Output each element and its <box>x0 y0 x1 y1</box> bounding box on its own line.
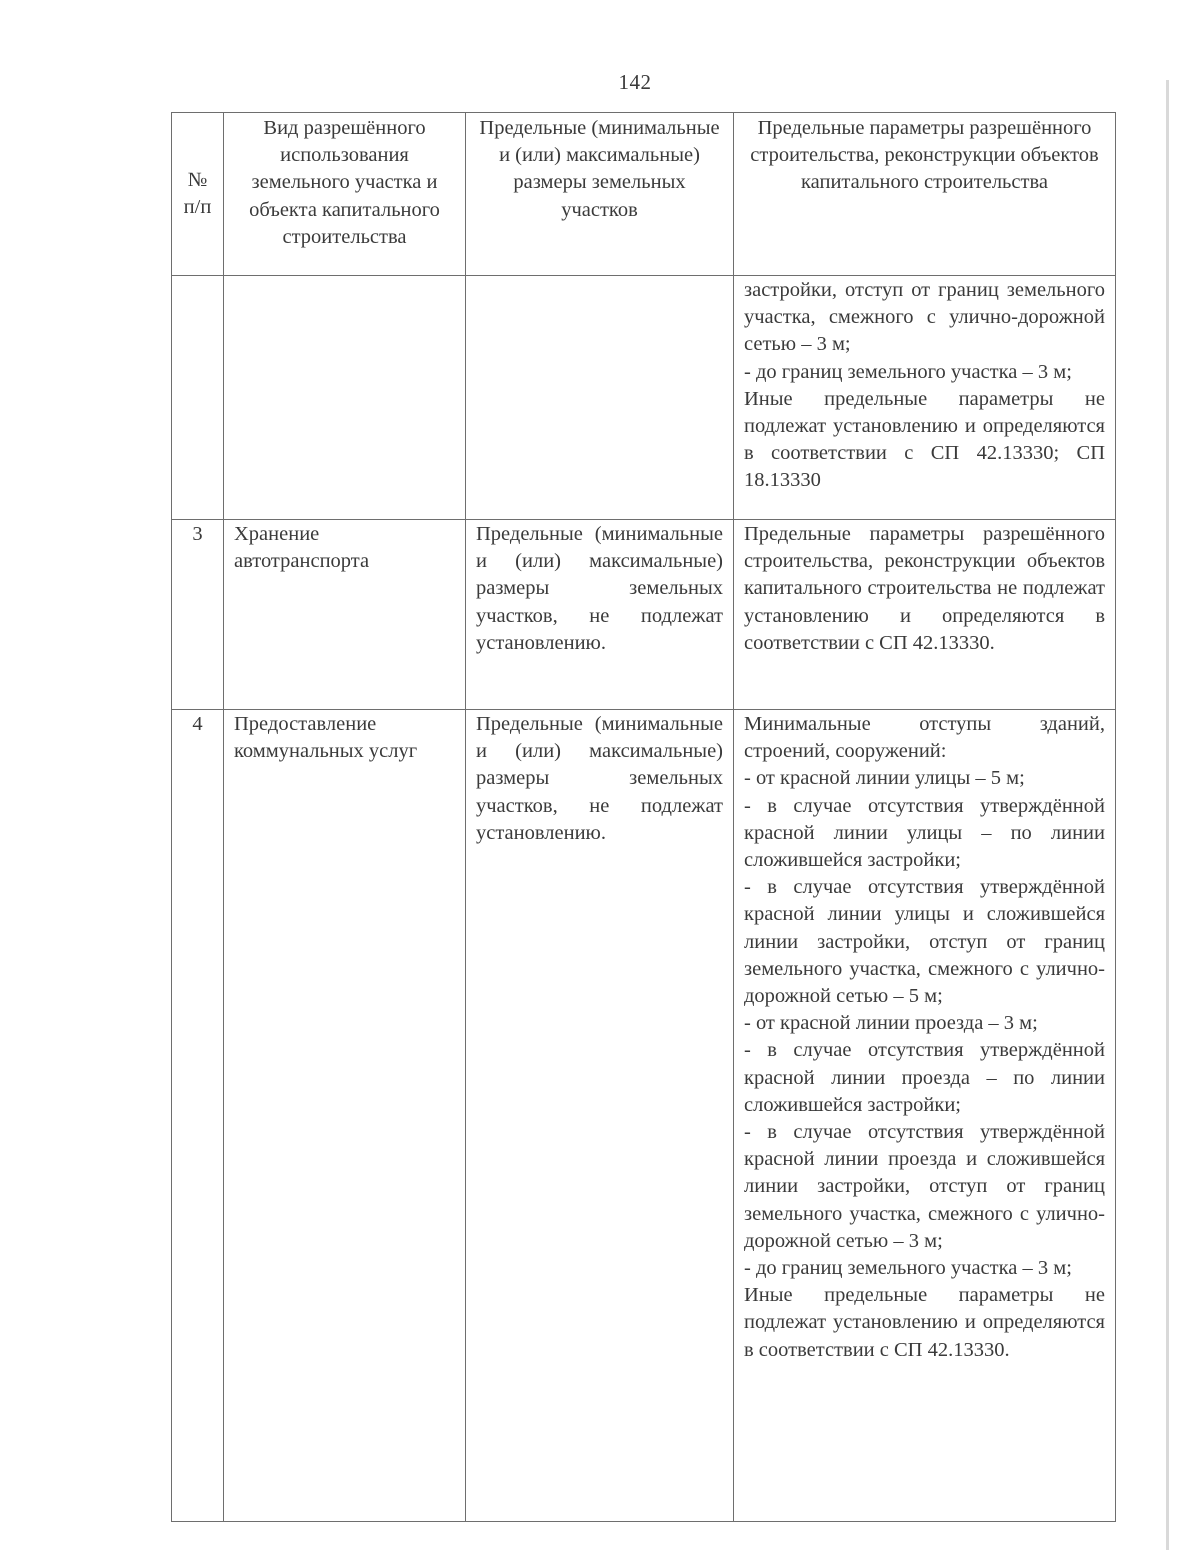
table-row-3 <box>172 520 1116 710</box>
scan-edge-shadow <box>1166 80 1169 1550</box>
param-line: Иные предельные параметры не подлежат установлению и определяются в соответствии с СП 42.13330; СП 18.13330 <box>744 387 1105 492</box>
cell-permitted-use-kind: Хранение автотранспорта <box>224 520 466 710</box>
header-number: № п/п <box>172 113 224 276</box>
cell-permitted-use-kind: Предоставление коммунальных услуг <box>224 710 466 1522</box>
cell-construction-parameters <box>734 276 1116 520</box>
page-number: 142 <box>618 70 652 94</box>
param-line: Минимальные отступы зданий, строений, сооружений: <box>744 713 1105 763</box>
header-plot-size-limits: Предельные (минимальные и (или) максимальные) размеры земельных участков <box>466 113 734 276</box>
header-permitted-use-kind: Вид разрешённого использования земельного участка и объекта капитального строительства <box>224 113 466 276</box>
cell-construction-parameters <box>734 710 1116 1522</box>
param-line: - в случае отсутствия утверждённой красной линии проезда – по линии сложившейся застройки; <box>744 1039 1105 1116</box>
header-construction-parameters: Предельные параметры разрешённого строительства, реконструкции объектов капитального строительства <box>734 113 1116 276</box>
land-use-parameters-table <box>171 112 1116 1522</box>
cell-plot-size-limits: Предельные (минимальные и (или) максимальные) размеры земельных участков, не подлежат установлению. <box>466 520 734 710</box>
param-line: - до границ земельного участка – 3 м; <box>744 1257 1072 1280</box>
cell-number: 3 <box>172 520 224 710</box>
param-line: - до границ земельного участка – 3 м; <box>744 360 1072 383</box>
table-row-4 <box>172 710 1116 1522</box>
table-row-continuation <box>172 276 1116 520</box>
cell-number <box>172 276 224 520</box>
param-line: - в случае отсутствия утверждённой красной линии улицы и сложившейся линии застройки, отступ от границ земельного участка, смежного с улично-дорожной сетью – 5 м; <box>744 876 1105 1008</box>
param-line: - в случае отсутствия утверждённой красной линии улицы – по линии сложившейся застройки; <box>744 794 1105 872</box>
cell-permitted-use-kind <box>224 276 466 520</box>
param-line: - в случае отсутствия утверждённой красной линии проезда и сложившейся линии застройки, отступ от границ земельного участка, смежного с улично-дорожной сетью – 3 м; <box>744 1121 1105 1252</box>
param-line: застройки, отступ от границ земельного участка, смежного с улично-дорожной сетью – 3 м; <box>744 279 1105 356</box>
param-line: - от красной линии проезда – 3 м; <box>744 1012 1038 1035</box>
param-line: - от красной линии улицы – 5 м; <box>744 767 1025 790</box>
param-line: Иные предельные параметры не подлежат установлению и определяются в соответствии с СП 42.13330. <box>744 1284 1105 1361</box>
cell-plot-size-limits <box>466 276 734 520</box>
param-line: Предельные параметры разрешённого строительства, реконструкции объектов капитального строительства не подлежат установлению и определяются в соответствии с СП 42.13330. <box>744 523 1105 654</box>
table-header-row <box>172 113 1116 276</box>
cell-number: 4 <box>172 710 224 1522</box>
cell-construction-parameters <box>734 520 1116 710</box>
cell-plot-size-limits: Предельные (минимальные и (или) максимальные) размеры земельных участков, не подлежат установлению. <box>466 710 734 1522</box>
